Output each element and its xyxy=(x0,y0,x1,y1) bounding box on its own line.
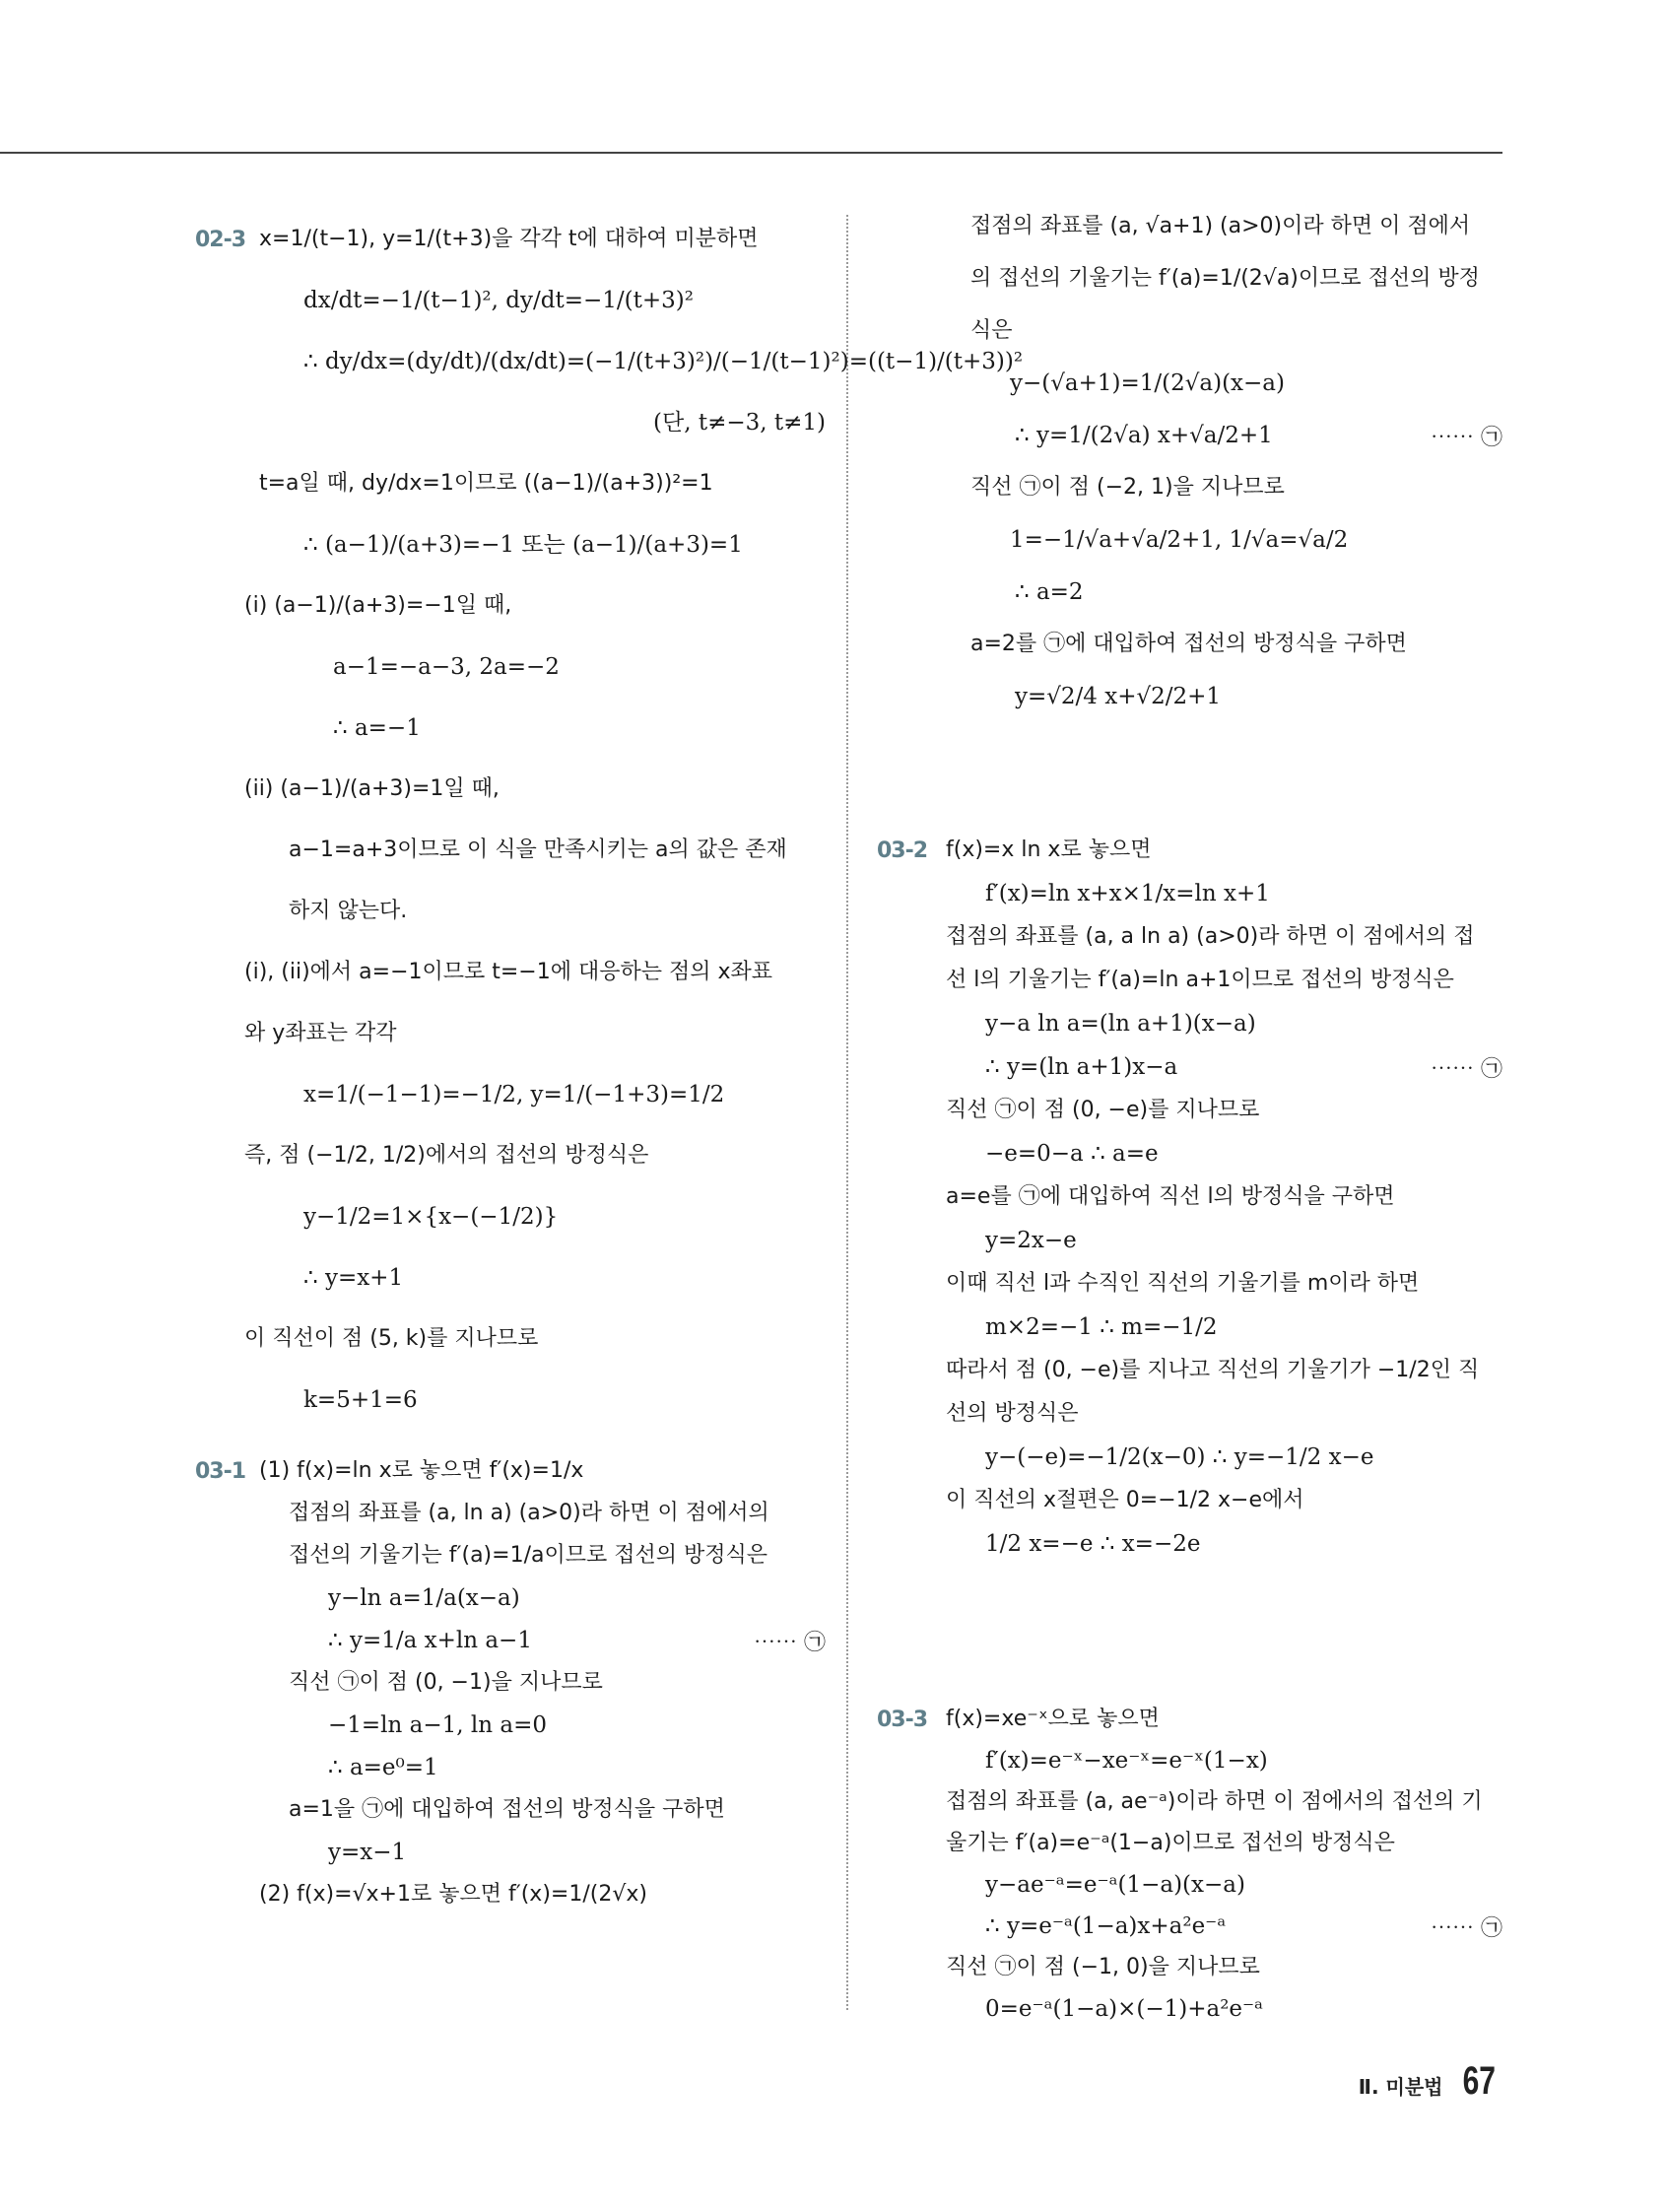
equation-marker: ⋯⋯ ㉠ xyxy=(1431,1916,1502,1941)
solution-line: 즉, 점 (−1/2, 1/2)에서의 접선의 방정식은 xyxy=(244,1143,649,1168)
solution-line: ∴ a=e⁰=1 xyxy=(328,1755,438,1780)
solution-line: (1) f(x)=ln x로 놓으면 f′(x)=1/x xyxy=(259,1458,584,1483)
solution-line: ∴ a=−1 xyxy=(333,715,421,741)
solution-line: ∴ y=e⁻ᵃ(1−a)x+a²e⁻ᵃ xyxy=(985,1913,1227,1939)
solution-line: 1/2 x=−e ∴ x=−2e xyxy=(985,1531,1201,1557)
solution-line: dx/dt=−1/(t−1)², dy/dt=−1/(t+3)² xyxy=(303,288,694,313)
problem-number: 03-2 xyxy=(877,838,928,863)
solution-line: ∴ y=x+1 xyxy=(303,1265,404,1291)
solution-line: y=x−1 xyxy=(328,1840,407,1865)
solution-line: 직선 ㉠이 점 (0, −1)을 지나므로 xyxy=(289,1670,603,1695)
solution-line: (단, t≠−3, t≠1) xyxy=(653,410,826,436)
equation-marker: ⋯⋯ ㉠ xyxy=(1431,426,1502,450)
solution-line: ∴ y=1/(2√a) x+√a/2+1 xyxy=(1015,423,1273,448)
solution-line: x=1/(−1−1)=−1/2, y=1/(−1+3)=1/2 xyxy=(303,1082,725,1107)
solution-line: 직선 ㉠이 점 (−1, 0)을 지나므로 xyxy=(946,1955,1260,1979)
solution-line: 울기는 f′(a)=e⁻ᵃ(1−a)이므로 접선의 방정식은 xyxy=(946,1831,1395,1855)
solution-line: a−1=−a−3, 2a=−2 xyxy=(333,654,560,680)
solution-line: 직선 ㉠이 점 (0, −e)를 지나므로 xyxy=(946,1098,1260,1122)
solution-line: y=2x−e xyxy=(985,1228,1077,1253)
solution-line: a=1을 ㉠에 대입하여 접선의 방정식을 구하면 xyxy=(289,1797,725,1822)
solution-line: (ii) (a−1)/(a+3)=1일 때, xyxy=(244,776,500,801)
solution-line: y−1/2=1×{x−(−1/2)} xyxy=(303,1204,559,1230)
solution-line: y−(−e)=−1/2(x−0) ∴ y=−1/2 x−e xyxy=(985,1444,1374,1470)
solution-line: 선의 방정식은 xyxy=(946,1401,1079,1426)
solution-line: ∴ y=(ln a+1)x−a xyxy=(985,1054,1178,1080)
solution-line: f(x)=x ln x로 놓으면 xyxy=(946,838,1152,862)
solution-line: 하지 않는다. xyxy=(289,899,408,923)
solution-line: 이 직선의 x절편은 0=−1/2 x−e에서 xyxy=(946,1488,1304,1512)
section-title: Ⅱ. 미분법 xyxy=(1358,2075,1443,2099)
solution-line: k=5+1=6 xyxy=(303,1387,418,1413)
header-rule xyxy=(0,152,1502,154)
solution-line: a−1=a+3이므로 이 식을 만족시키는 a의 값은 존재 xyxy=(289,838,787,862)
solution-line: t=a일 때, dy/dx=1이므로 ((a−1)/(a+3))²=1 xyxy=(259,471,713,496)
solution-line: f(x)=xe⁻ˣ으로 놓으면 xyxy=(946,1707,1160,1731)
solution-line: ∴ (a−1)/(a+3)=−1 또는 (a−1)/(a+3)=1 xyxy=(303,532,743,558)
solution-line: 직선 ㉠이 점 (−2, 1)을 지나므로 xyxy=(970,475,1285,500)
solution-line: a=e를 ㉠에 대입하여 직선 l의 방정식을 구하면 xyxy=(946,1184,1395,1209)
solution-line: 1=−1/√a+√a/2+1, 1/√a=√a/2 xyxy=(1010,527,1349,553)
solution-line: 접점의 좌표를 (a, ln a) (a>0)라 하면 이 점에서의 xyxy=(289,1501,769,1525)
solution-line: ∴ a=2 xyxy=(1015,579,1084,605)
page-number: 67 xyxy=(1462,2059,1496,2103)
column-divider xyxy=(846,215,848,2010)
solution-line: 선 l의 기울기는 f′(a)=ln a+1이므로 접선의 방정식은 xyxy=(946,968,1454,992)
page-footer xyxy=(1359,2059,1501,2104)
equation-marker: ⋯⋯ ㉠ xyxy=(1431,1057,1502,1082)
solution-line: −e=0−a ∴ a=e xyxy=(985,1141,1159,1167)
solution-line: 접점의 좌표를 (a, ae⁻ᵃ)이라 하면 이 점에서의 접선의 기 xyxy=(946,1789,1483,1814)
solution-line: a=2를 ㉠에 대입하여 접선의 방정식을 구하면 xyxy=(970,632,1407,656)
solution-line: 접점의 좌표를 (a, √a+1) (a>0)이라 하면 이 점에서 xyxy=(970,214,1471,238)
solution-line: 접선의 기울기는 f′(a)=1/a이므로 접선의 방정식은 xyxy=(289,1543,767,1568)
solution-line: y−(√a+1)=1/(2√a)(x−a) xyxy=(1010,370,1285,396)
solution-line: ∴ y=1/a x+ln a−1 xyxy=(328,1628,532,1653)
solution-line: f′(x)=e⁻ˣ−xe⁻ˣ=e⁻ˣ(1−x) xyxy=(985,1748,1268,1774)
solution-line: 접점의 좌표를 (a, a ln a) (a>0)라 하면 이 점에서의 접 xyxy=(946,924,1475,949)
solution-line: 의 접선의 기울기는 f′(a)=1/(2√a)이므로 접선의 방정 xyxy=(970,266,1480,291)
solution-line: ∴ dy/dx=(dy/dt)/(dx/dt)=(−1/(t+3)²)/(−1/(t−1)²)=((t−1)/(t+3))² xyxy=(303,349,1024,374)
solution-line: (i), (ii)에서 a=−1이므로 t=−1에 대응하는 점의 x좌표 xyxy=(244,960,773,984)
solution-line: (i) (a−1)/(a+3)=−1일 때, xyxy=(244,593,512,618)
solution-line: 0=e⁻ᵃ(1−a)×(−1)+a²e⁻ᵃ xyxy=(985,1996,1264,2022)
solution-line: f′(x)=ln x+x×1/x=ln x+1 xyxy=(985,881,1270,906)
solution-line: 식은 xyxy=(970,318,1013,343)
solution-line: −1=ln a−1, ln a=0 xyxy=(328,1712,547,1738)
solution-line: y−ln a=1/a(x−a) xyxy=(328,1585,520,1611)
solution-line: y−ae⁻ᵃ=e⁻ᵃ(1−a)(x−a) xyxy=(985,1872,1245,1898)
solution-line: 따라서 점 (0, −e)를 지나고 직선의 기울기가 −1/2인 직 xyxy=(946,1358,1480,1382)
solution-line: 이 직선이 점 (5, k)를 지나므로 xyxy=(244,1326,539,1351)
solution-line: y−a ln a=(ln a+1)(x−a) xyxy=(985,1011,1256,1037)
problem-number: 03-1 xyxy=(195,1459,246,1484)
equation-marker: ⋯⋯ ㉠ xyxy=(754,1631,826,1655)
solution-line: y=√2/4 x+√2/2+1 xyxy=(1015,684,1222,709)
solution-line: 와 y좌표는 각각 xyxy=(244,1021,397,1045)
solution-line: 이때 직선 l과 수직인 직선의 기울기를 m이라 하면 xyxy=(946,1271,1420,1296)
solution-line: (2) f(x)=√x+1로 놓으면 f′(x)=1/(2√x) xyxy=(259,1882,647,1907)
problem-number: 03-3 xyxy=(877,1708,928,1732)
problem-number: 02-3 xyxy=(195,228,246,252)
solution-line: m×2=−1 ∴ m=−1/2 xyxy=(985,1314,1218,1340)
solution-line: x=1/(t−1), y=1/(t+3)을 각각 t에 대하여 미분하면 xyxy=(259,227,759,251)
